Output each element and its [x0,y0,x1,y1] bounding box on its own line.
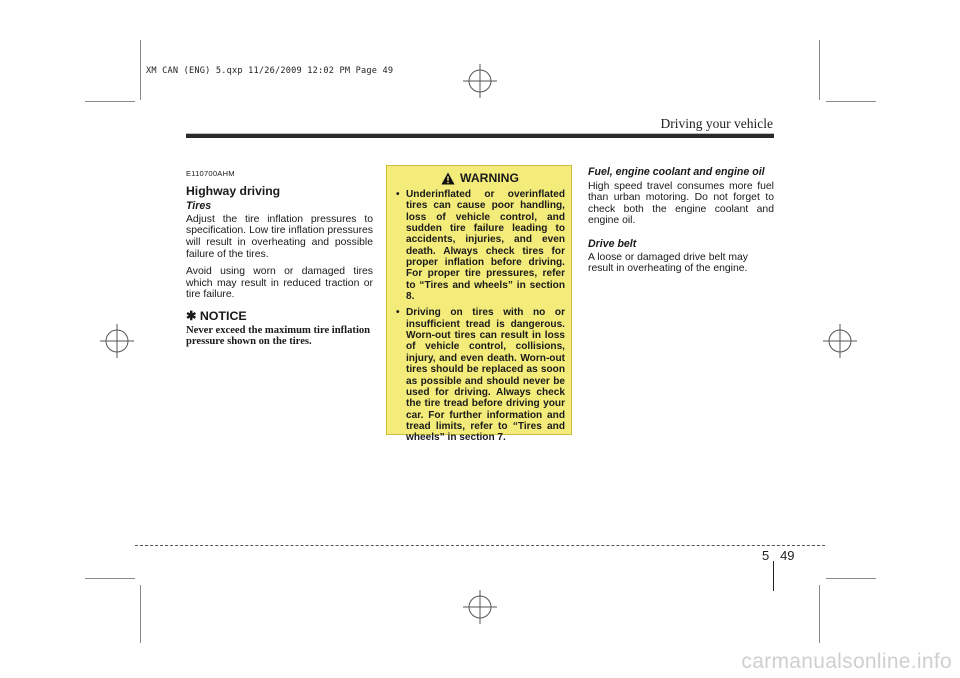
watermark [741,650,952,674]
print-slug: XM CAN (ENG) 5.qxp 11/26/2009 12:02 PM Page 49 [146,66,394,76]
registration-mark-icon [463,64,497,98]
footer-rule [135,545,825,546]
watermark-tld: .info [910,650,952,673]
crop-mark [85,578,135,579]
paragraph: High speed travel consumes more fuel than urban motoring. Do not forget to check both the engine coolant and engine oil. [588,180,774,227]
crop-mark [826,101,876,102]
crop-mark [85,101,135,102]
chapter-number: 5 [762,548,770,563]
list-item: • Driving on tires with no or insufficient tread is dangerous. Worn-out tires can result in loss of vehicle control, collisions, injury, and even death. Worn-out tires should be replaced as soon as possible and should never be used for driving. Always check the tire tread before driving your car. For further information and tread limits, refer to “Tires and wheels” in section 7. [395,307,565,443]
notice-star-icon: ✱ [186,308,197,323]
paragraph: A loose or damaged drive belt may result in overheating of the engine. [588,251,748,275]
right-column [588,167,774,281]
subheading-fuel-coolant-oil: Fuel, engine coolant and engine oil [588,166,765,178]
watermark-brand: carmanualsonline [741,650,911,673]
warning-title: WARNING [460,170,519,185]
registration-mark-icon [463,590,497,624]
notice-title: NOTICE [199,308,247,323]
notice-body: Never exceed the maximum tire inflation pressure shown on the tires. [186,324,371,348]
warning-triangle-icon [441,172,455,185]
section-heading: Highway driving [186,183,281,198]
section-title: Driving your vehicle [660,116,773,131]
warning-header [395,172,565,185]
header-rule [186,133,774,138]
warning-box [386,165,572,444]
left-column [186,168,373,348]
crop-mark [819,40,820,100]
registration-mark-icon [823,324,857,358]
crop-mark [140,585,141,643]
page-number [762,548,795,563]
crop-mark [819,585,820,643]
warning-list [395,189,565,444]
subheading-drive-belt: Drive belt [588,237,637,250]
subheading-tires: Tires [186,200,212,213]
crop-mark [826,578,876,579]
paragraph: Adjust the tire inflation pressures to specification. Low tire inflation pressures will result in overheating and possible failure of the tires. [186,213,373,260]
list-item: • Underinflated or overinflated tires can cause poor handling, loss of vehicle control, and sudden tire failure leading to accidents, injuries, and even death. Always check tires for proper inflation before driving. For proper tire pressures, refer to “Tires and wheels” in section 8. [395,189,565,302]
notice-heading [186,308,373,323]
page-number-divider [773,561,774,591]
crop-mark [140,40,141,100]
page-number-value: 49 [780,548,795,563]
section-code: E110700AHM [186,169,235,178]
registration-mark-icon [100,324,134,358]
paragraph: Avoid using worn or damaged tires which may result in reduced traction or tire failure. [186,266,373,301]
